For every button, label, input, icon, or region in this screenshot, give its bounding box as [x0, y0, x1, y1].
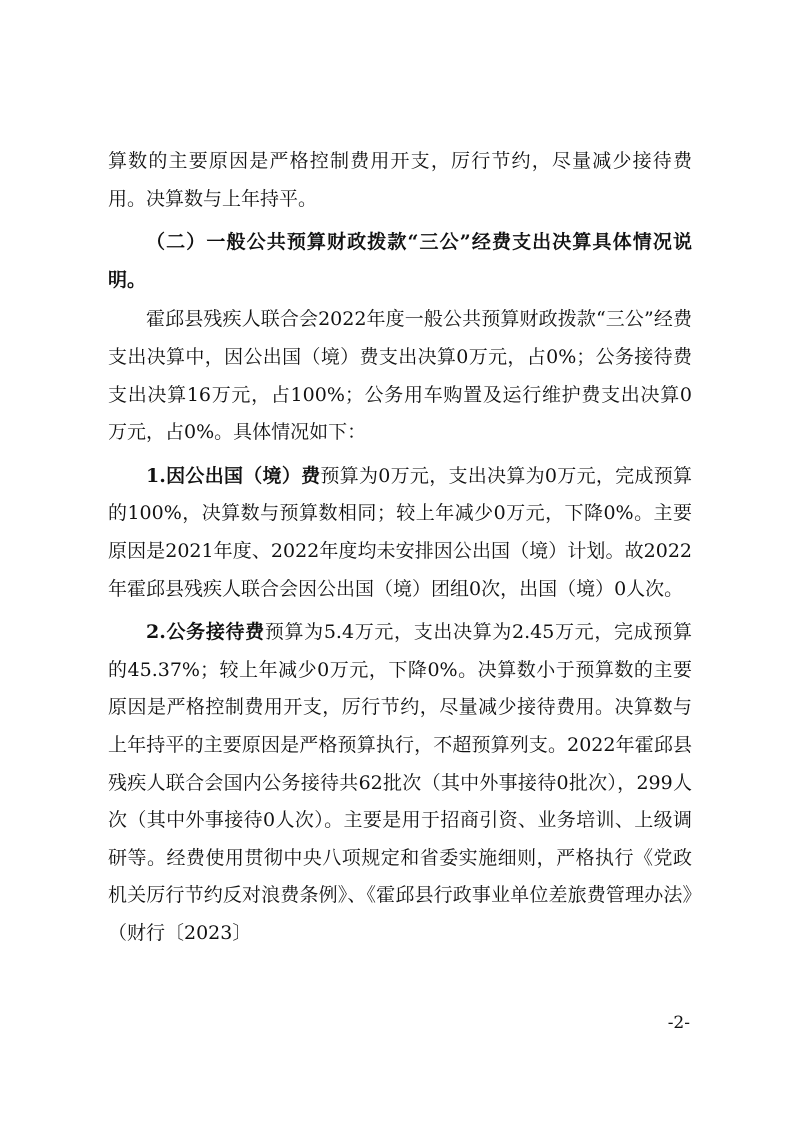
- item-official-reception-label: 2.公务接待费: [146, 621, 265, 644]
- paragraph-summary: 霍邱县残疾人联合会2022年度一般公共预算财政拨款“三公”经费支出决算中，因公出国（境）费支出决算0万元，占0%；公务接待费支出决算16万元，占100%；公务用车购置及运行维护费支出决算0万元，占0%。具体情况如下：: [108, 308, 692, 444]
- section-heading: （二）一般公共预算财政拨款“三公”经费支出决算具体情况说明。: [108, 231, 692, 291]
- item-overseas-travel: [108, 458, 692, 608]
- item-overseas-travel-label: 1.因公出国（境）费: [146, 464, 321, 487]
- paragraph-continuation: 算数的主要原因是严格控制费用开支，厉行节约，尽量减少接待费用。决算数与上年持平。: [108, 150, 692, 210]
- item-official-reception-text: 预算为5.4万元，支出决算为2.45万元，完成预算的45.37%；较上年减少0万元，下降0%。决算数小于预算数的主要原因是严格控制费用开支，厉行节约，尽量减少接待费用。决算数与上年持平的主要原因是严格预算执行，不超预算列支。2022年霍邱县残疾人联合会国内公务接待共62批次（其中外事接待0批次），299人次（其中外事接待0人次）。主要是用于招商引资、业务培训、上级调研等。经费使用贯彻中央八项规定和省委实施细则，严格执行《党政机关厉行节约反对浪费条例》、《霍邱县行政事业单位差旅费管理办法》（财行〔2023〕: [108, 621, 692, 944]
- item-official-reception: [108, 614, 692, 952]
- document-body: [108, 143, 692, 952]
- item-overseas-travel-text: 预算为0万元，支出决算为0万元，完成预算的100%，决算数与预算数相同；较上年减少0万元，下降0%。主要原因是2021年度、2022年度均未安排因公出国（境）计划。故2022年霍邱县残疾人联合会因公出国（境）团组0次，出国（境）0人次。: [108, 464, 692, 600]
- page-number: -2-: [667, 1013, 690, 1033]
